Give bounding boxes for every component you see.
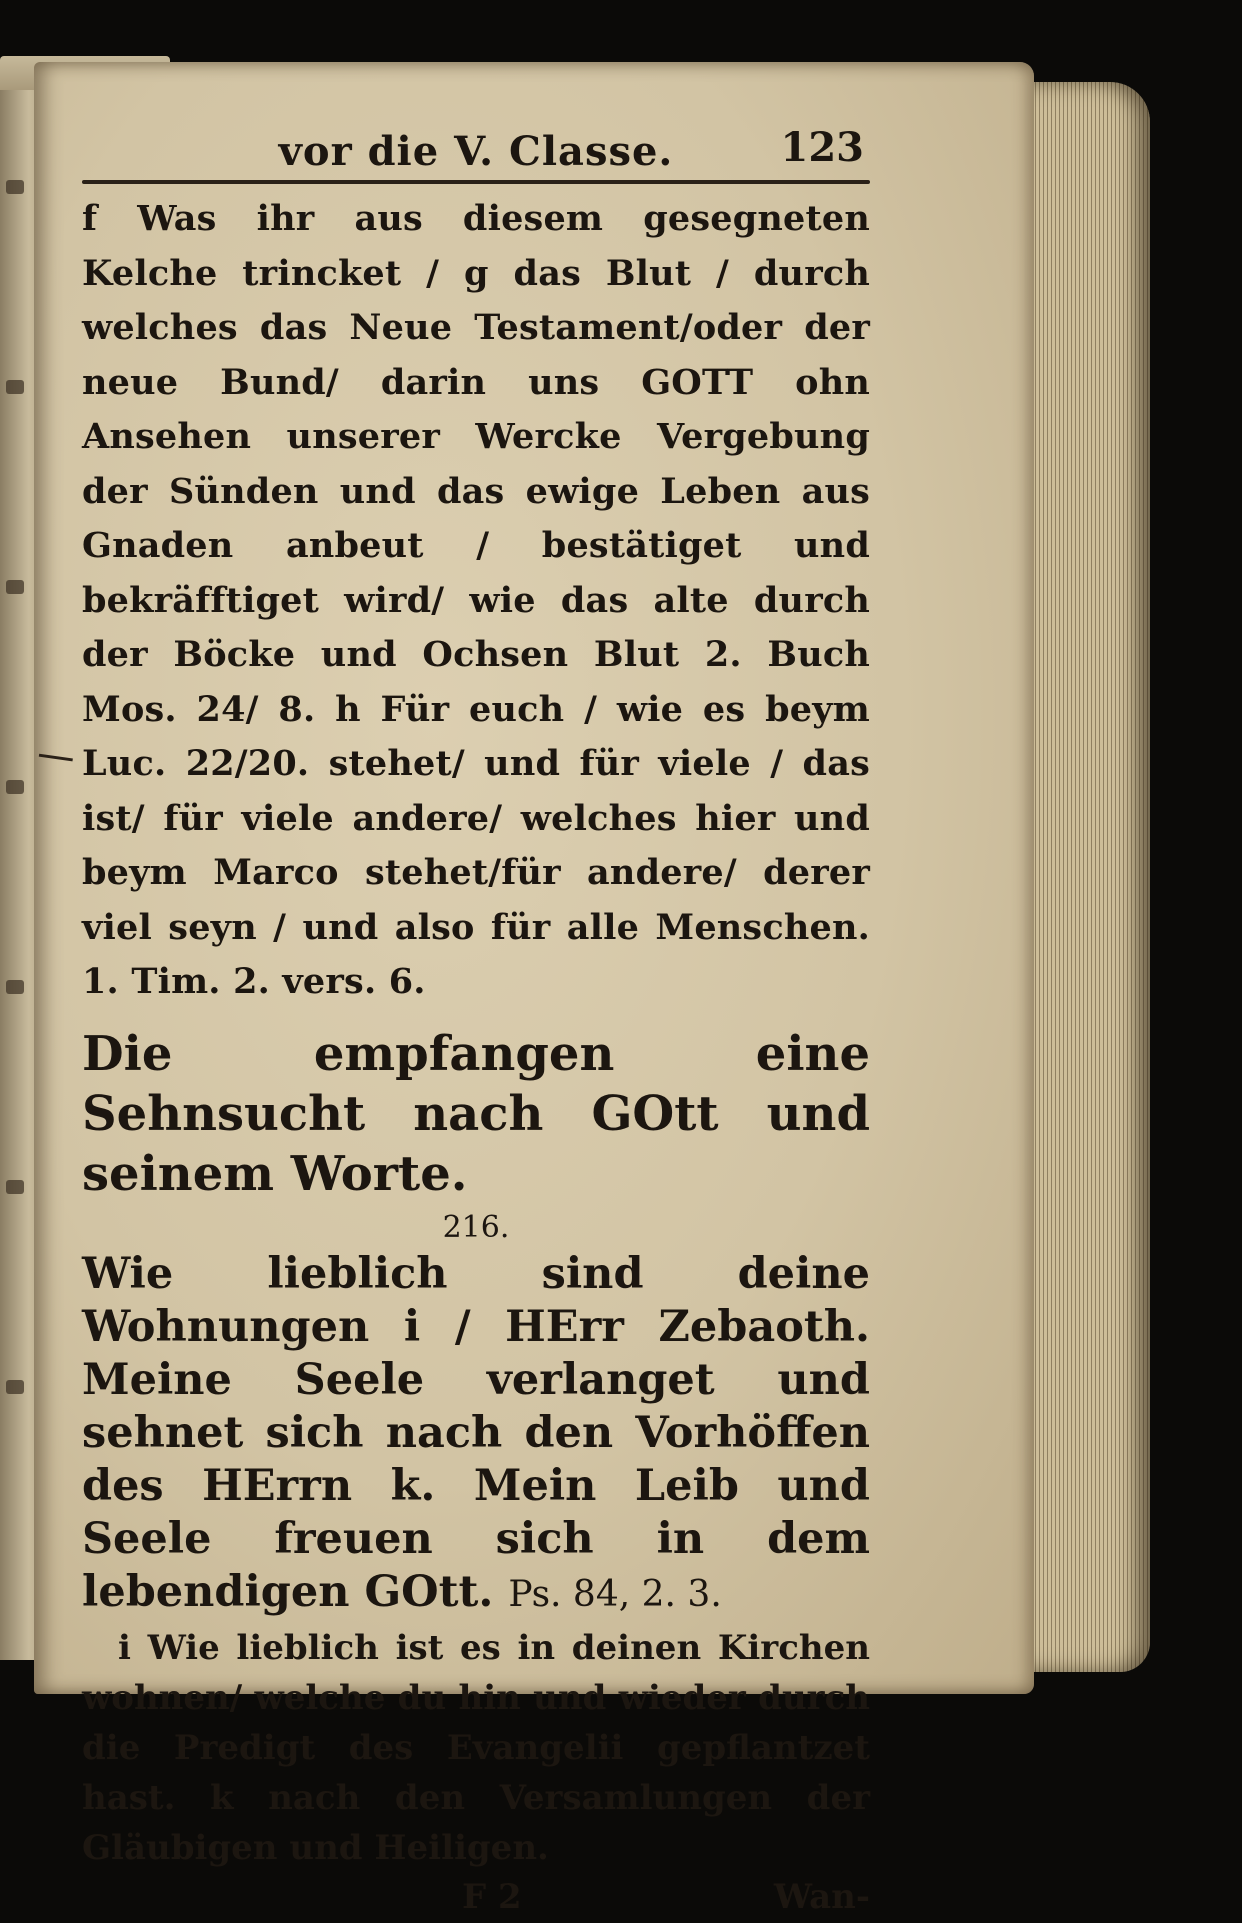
verse-text [82,1248,870,1621]
left-page-ink-mark [6,780,24,794]
left-page-ink-mark [6,580,24,594]
left-page-ink-mark [6,1180,24,1194]
verse-body: Wie lieblich sind deine Wohnungen i / HErr Zebaoth. Meine Seele verlanget und sehnet sich nach den Vorhöffen des HErrn k. Mein Leib und Seele freuen sich in dem lebendigen GOtt. [82,1248,870,1617]
left-page-ink-mark [6,180,24,194]
left-page-ink-mark [6,380,24,394]
footnote-block-2: i Wie lieblich ist es in deinen Kirchen wohnen/ welche du hin und wieder durch die Predigt des Evangelii gepflantzet hast. k nach den Versamlungen der Gläubigen und Heiligen. [82,1627,870,1868]
running-head-title: vor die V. Classe. [278,128,674,175]
signature-line [82,1873,870,1923]
footnote-block: f Was ihr aus diesem gesegneten Kelche trincket / g das Blut / durch welches das Neue Testament/oder der neue Bund/ darin uns GOTT ohn Ansehen unserer Wercke Vergebung der Sünden und das ewige Leben aus Gnaden anbeut / bestätiget und bekräfftiget wird/ wie das alte durch der Böcke und Ochsen Blut 2. Buch Mos. 24/ 8. h Für euch / wie es beym Luc. 22/20. stehet/ und für viele / das ist/ für viele andere/ welches hier und beym Marco stehet/für andere/ derer viel seyn / und also für alle Menschen. 1. Tim. 2. vers. 6. [82,198,870,1002]
verse-reference: Ps. 84, 2. 3. [508,1573,722,1615]
head-rule [82,180,870,184]
catchword: Wan- [773,1876,870,1917]
page-number: 123 [780,124,864,171]
left-page-ink-mark [6,980,24,994]
verse-number: 216. [442,1209,510,1245]
section-heading: Die empfangen eine Sehnsucht nach GOtt und seinem Worte. [82,1025,870,1202]
running-head [82,110,870,180]
text-column [82,110,870,1923]
left-page-ink-mark [6,1380,24,1394]
signature-mark: F 2 [462,1876,522,1917]
